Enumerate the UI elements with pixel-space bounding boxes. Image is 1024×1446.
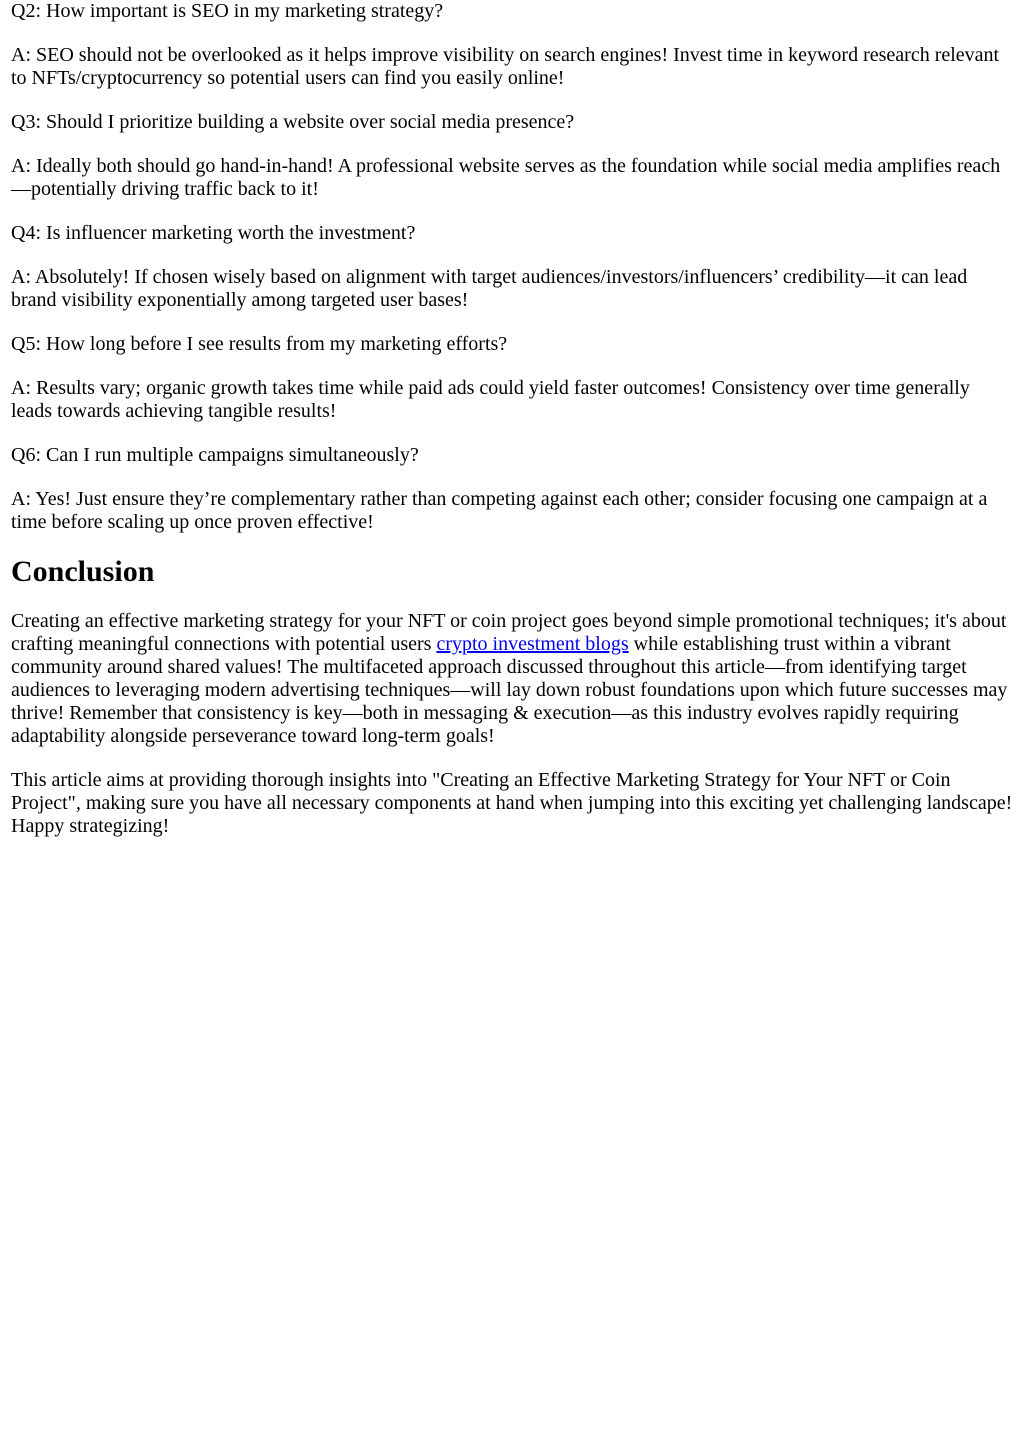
crypto-investment-blogs-link[interactable]: crypto investment blogs (436, 633, 629, 655)
faq-answer: A: Results vary; organic growth takes time while paid ads could yield faster outcomes! Consistency over time generally leads towards achieving tangible results! (11, 377, 970, 422)
faq-answer: A: Ideally both should go hand-in-hand! A professional website serves as the foundation while social media amplifies reach—potentially driving traffic back to it! (11, 155, 1001, 200)
faq-answer: A: SEO should not be overlooked as it helps improve visibility on search engines! Invest time in keyword research relevant to NFTs/cryptocurrency so potential users can find you easily online! (11, 44, 1000, 89)
faq-list (11, 0, 1014, 534)
faq-question: Q2: How important is SEO in my marketing strategy? (11, 0, 444, 22)
faq-question: Q5: How long before I see results from my marketing efforts? (11, 333, 508, 355)
faq-item-q2 (11, 0, 1014, 90)
conclusion-heading: Conclusion (11, 555, 155, 588)
faq-question: Q6: Can I run multiple campaigns simultaneously? (11, 444, 419, 466)
faq-item-q5 (11, 333, 1014, 423)
conclusion-paragraph-2: This article aims at providing thorough insights into "Creating an Effective Marketing Strategy for Your NFT or Coin Project", making sure you have all necessary components at hand when jumping into this exciting yet challenging landscape! Happy strategizing! (11, 769, 1013, 837)
conclusion-paragraph-1 (11, 610, 1014, 748)
faq-item-q4 (11, 222, 1014, 312)
faq-answer: A: Yes! Just ensure they’re complementary rather than competing against each other; consider focusing one campaign at a time before scaling up once proven effective! (11, 488, 988, 533)
paragraph-text: Creating an effective marketing strategy for your NFT or coin project goes beyond simple promotional techniques; it's about crafting meaningful connections with potential users (11, 610, 1007, 655)
faq-answer: A: Absolutely! If chosen wisely based on alignment with target audiences/investors/influencers’ credibility—it can lead brand visibility exponentially among targeted user bases! (11, 266, 968, 311)
faq-item-q3 (11, 111, 1014, 201)
faq-question: Q3: Should I prioritize building a website over social media presence? (11, 111, 575, 133)
faq-item-q6 (11, 444, 1014, 534)
faq-question: Q4: Is influencer marketing worth the investment? (11, 222, 416, 244)
paragraph-text: while establishing trust within a vibrant community around shared values! The multifaceted approach discussed throughout this article—from identifying target audiences to leveraging modern advertising techniques—will lay down robust foundations upon which future successes may thrive! Remember that consistency is key—both in messaging & execution—as this industry evolves rapidly requiring adaptability alongside perseverance toward long-term goals! (11, 633, 1008, 747)
